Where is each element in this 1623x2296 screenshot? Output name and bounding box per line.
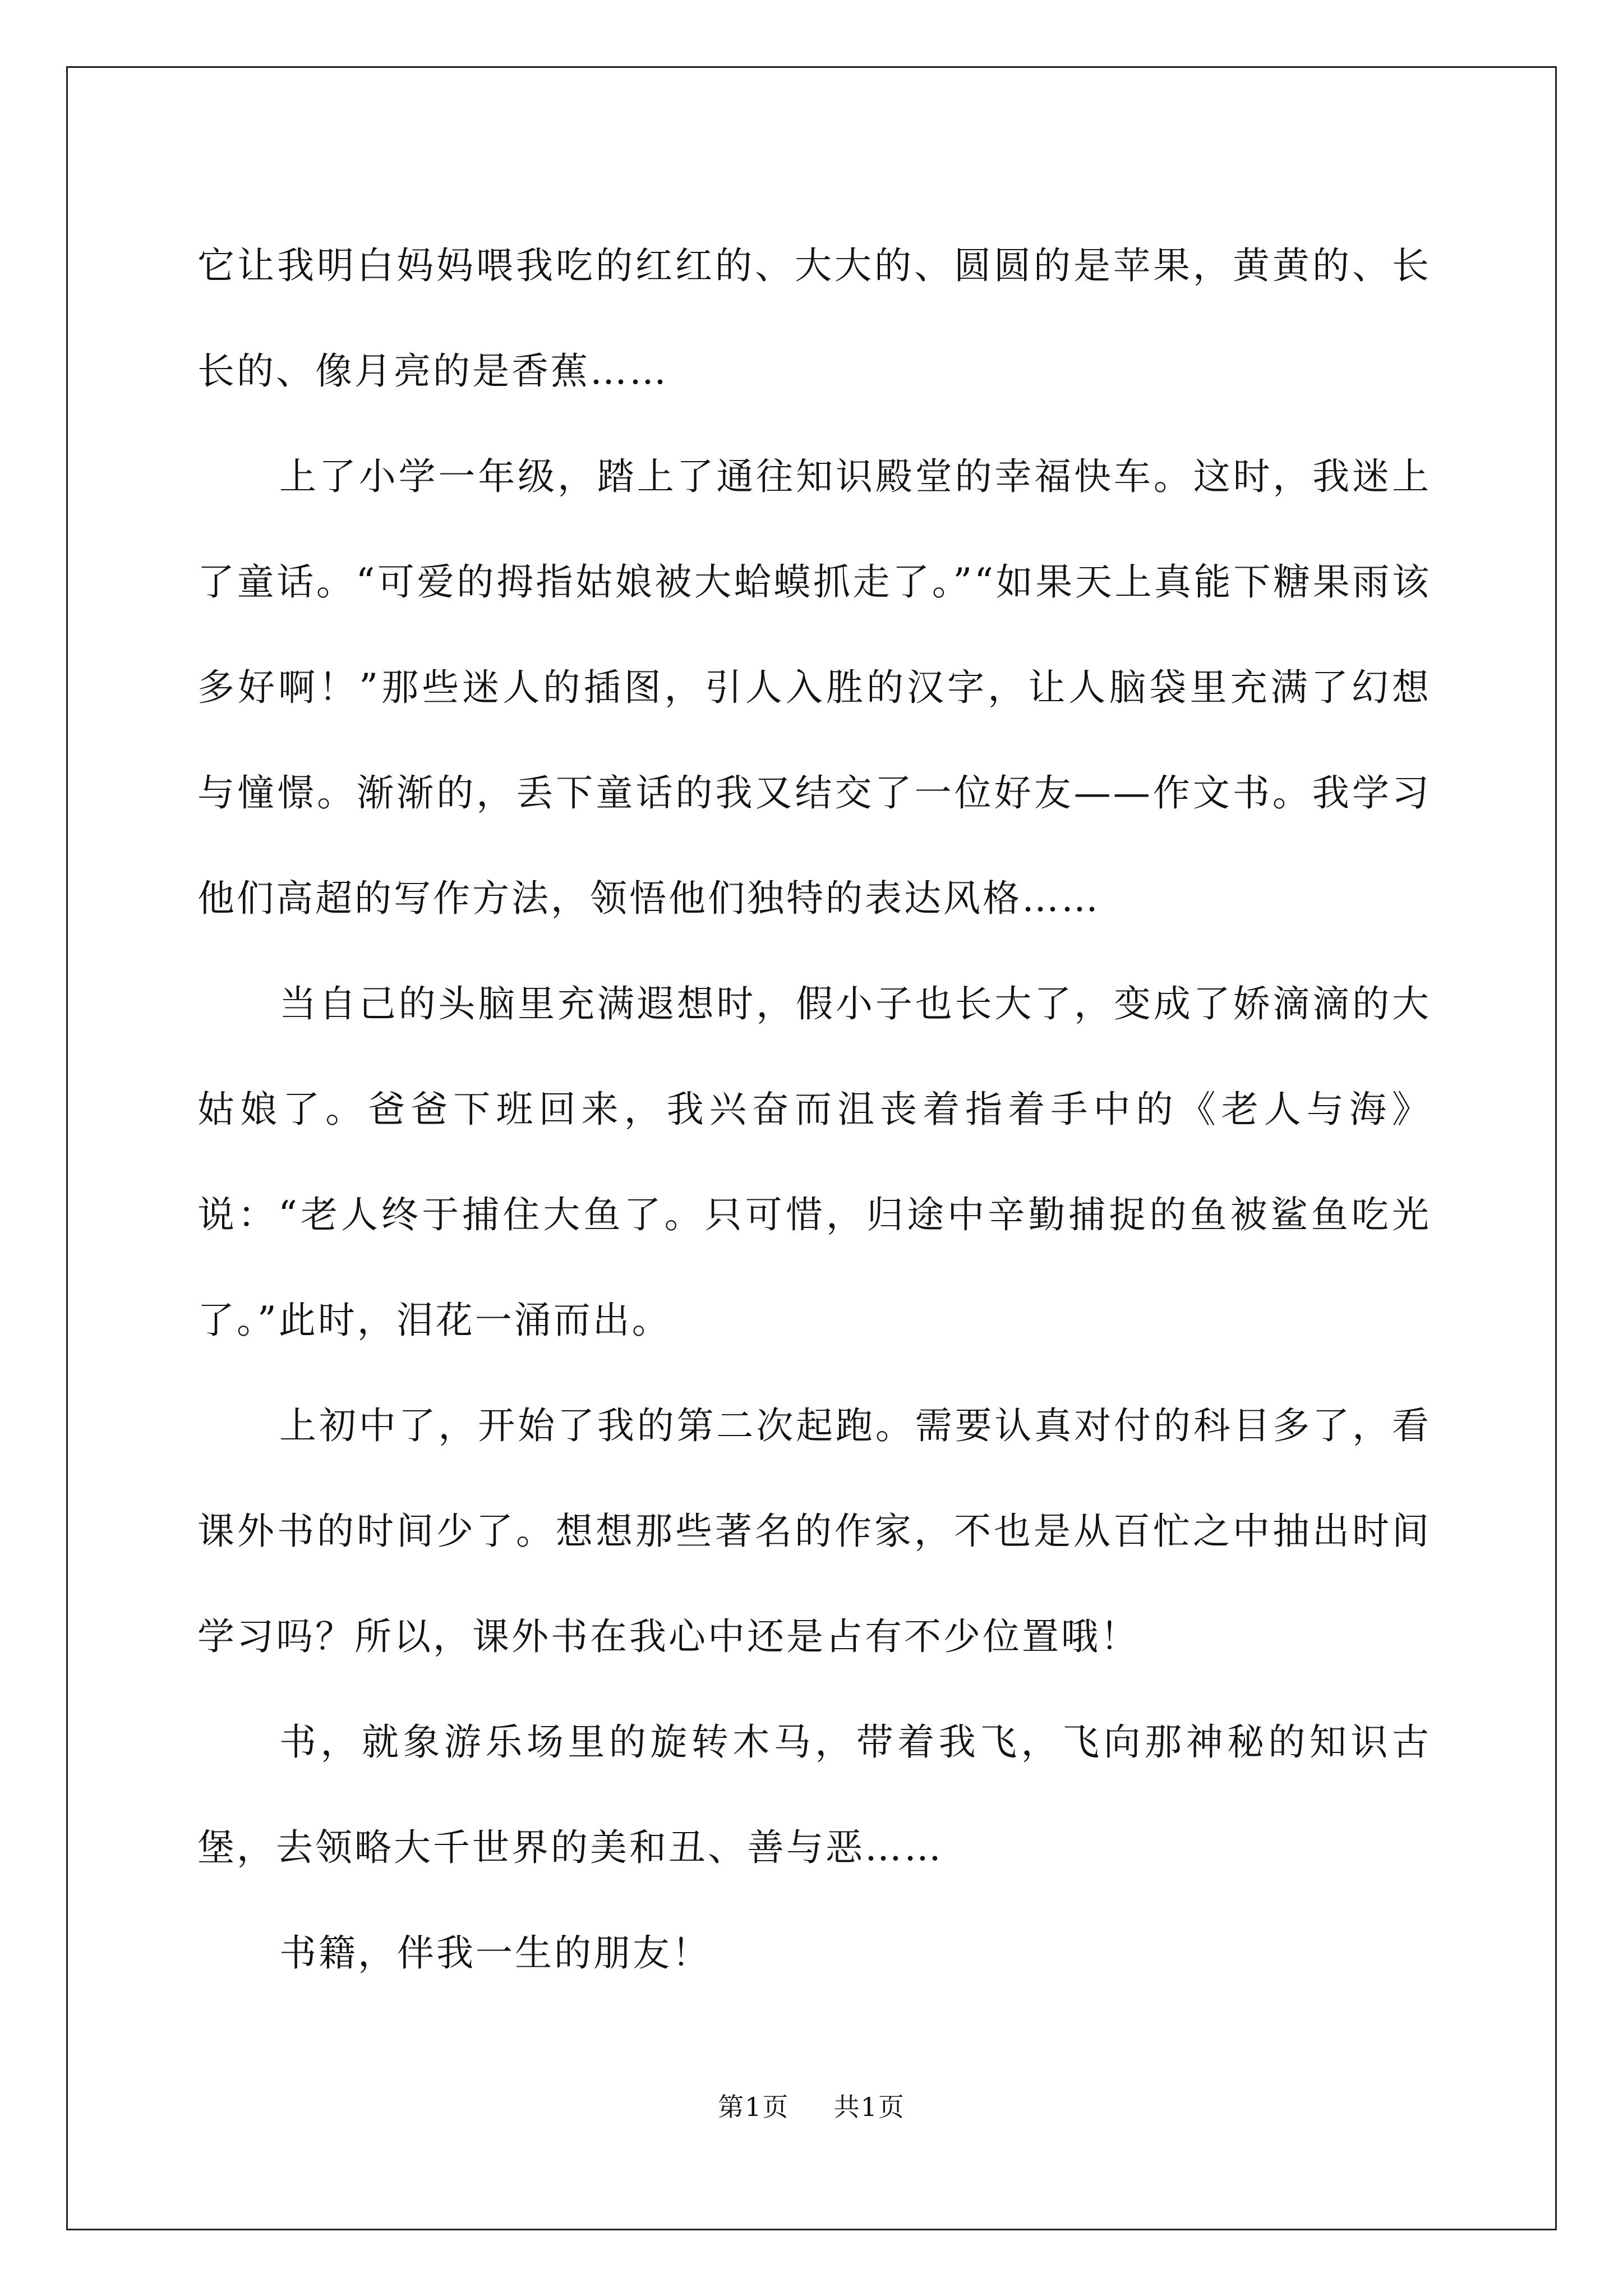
- paragraph-1: 它让我明白妈妈喂我吃的红红的、大大的、圆圆的是苹果，黄黄的、长长的、像月亮的是香蕉……: [197, 244, 1431, 393]
- paragraph-6: 书籍，伴我一生的朋友！: [279, 1931, 711, 1975]
- paragraph-5: 书，就象游乐场里的旋转木马，带着我飞，飞向那神秘的知识古堡，去领略大千世界的美和丑、善与恶……: [197, 1720, 1431, 1869]
- page-number: 第1页: [718, 2092, 790, 2122]
- paragraph-4: 上初中了，开始了我的第二次起跑。需要认真对付的科目多了，看课外书的时间少了。想想那些著名的作家，不也是从百忙之中抽出时间学习吗？所以，课外书在我心中还是占有不少位置哦！: [197, 1404, 1431, 1658]
- page-footer: [0, 2087, 1623, 2124]
- page-total: 共1页: [833, 2092, 905, 2122]
- document-body: [197, 213, 1431, 2006]
- paragraph-3: 当自己的头脑里充满遐想时，假小子也长大了，变成了娇滴滴的大姑娘了。爸爸下班回来，我兴奋而沮丧着指着手中的《老人与海》说：“老人终于捕住大鱼了。只可惜，归途中辛勤捕捉的鱼被鲨鱼吃光了。”此时，泪花一涌而出。: [197, 982, 1431, 1342]
- paragraph-2: 上了小学一年级，踏上了通往知识殿堂的幸福快车。这时，我迷上了童话。“可爱的拇指姑娘被大蛤蟆抓走了。”“如果天上真能下糖果雨该多好啊！”那些迷人的插图，引人入胜的汉字，让人脑袋里充满了幻想与憧憬。渐渐的，丢下童话的我又结交了一位好友——作文书。我学习他们高超的写作方法，领悟他们独特的表达风格……: [197, 455, 1431, 920]
